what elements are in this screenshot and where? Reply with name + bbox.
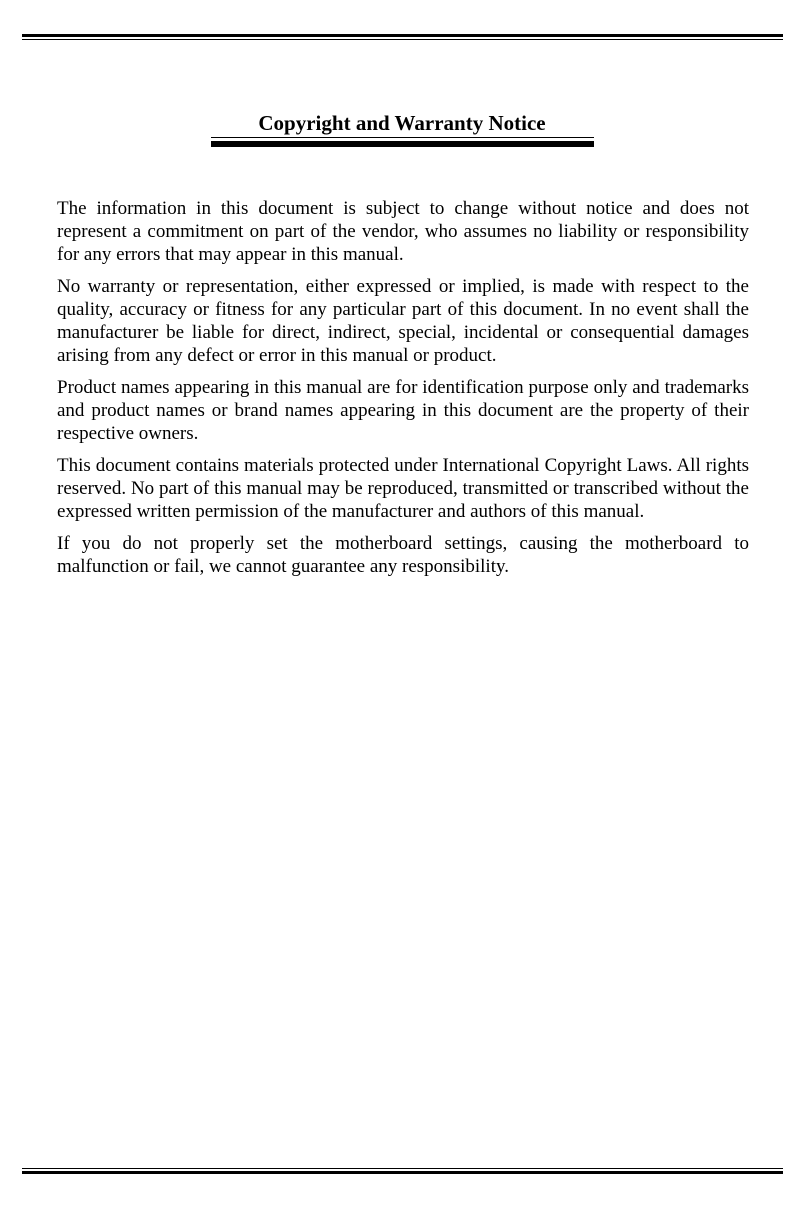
footer-rule-thin xyxy=(22,1168,783,1169)
title-underline-thick xyxy=(211,141,594,147)
title-underline-thin xyxy=(211,137,594,138)
notice-body xyxy=(57,197,749,587)
paragraph-trademarks: Product names appearing in this manual are for identification purpose only and trademarks and product names or brand names appearing in this document are the property of their respective owners. xyxy=(57,377,749,444)
header-rule-thick xyxy=(22,34,783,37)
paragraph-motherboard-settings: If you do not properly set the motherboard settings, causing the motherboard to malfunction or fail, we cannot guarantee any responsibility. xyxy=(57,533,749,577)
paragraph-no-warranty: No warranty or representation, either expressed or implied, is made with respect to the quality, accuracy or fitness for any particular part of this document. In no event shall the manufacturer be liable for direct, indirect, special, incidental or consequential damages arising from any defect or error in this manual or product. xyxy=(57,276,749,366)
paragraph-change-notice: The information in this document is subject to change without notice and does not represent a commitment on part of the vendor, who assumes no liability or responsibility for any errors that may appear in this manual. xyxy=(57,198,749,265)
page-title: Copyright and Warranty Notice xyxy=(258,111,546,135)
footer-rule-thick xyxy=(22,1171,783,1174)
paragraph-copyright-laws: This document contains materials protected under International Copyright Laws. All rights reserved. No part of this manual may be reproduced, transmitted or transcribed without the expressed written permission of the manufacturer and authors of this manual. xyxy=(57,455,749,522)
header-rule-thin xyxy=(22,39,783,40)
